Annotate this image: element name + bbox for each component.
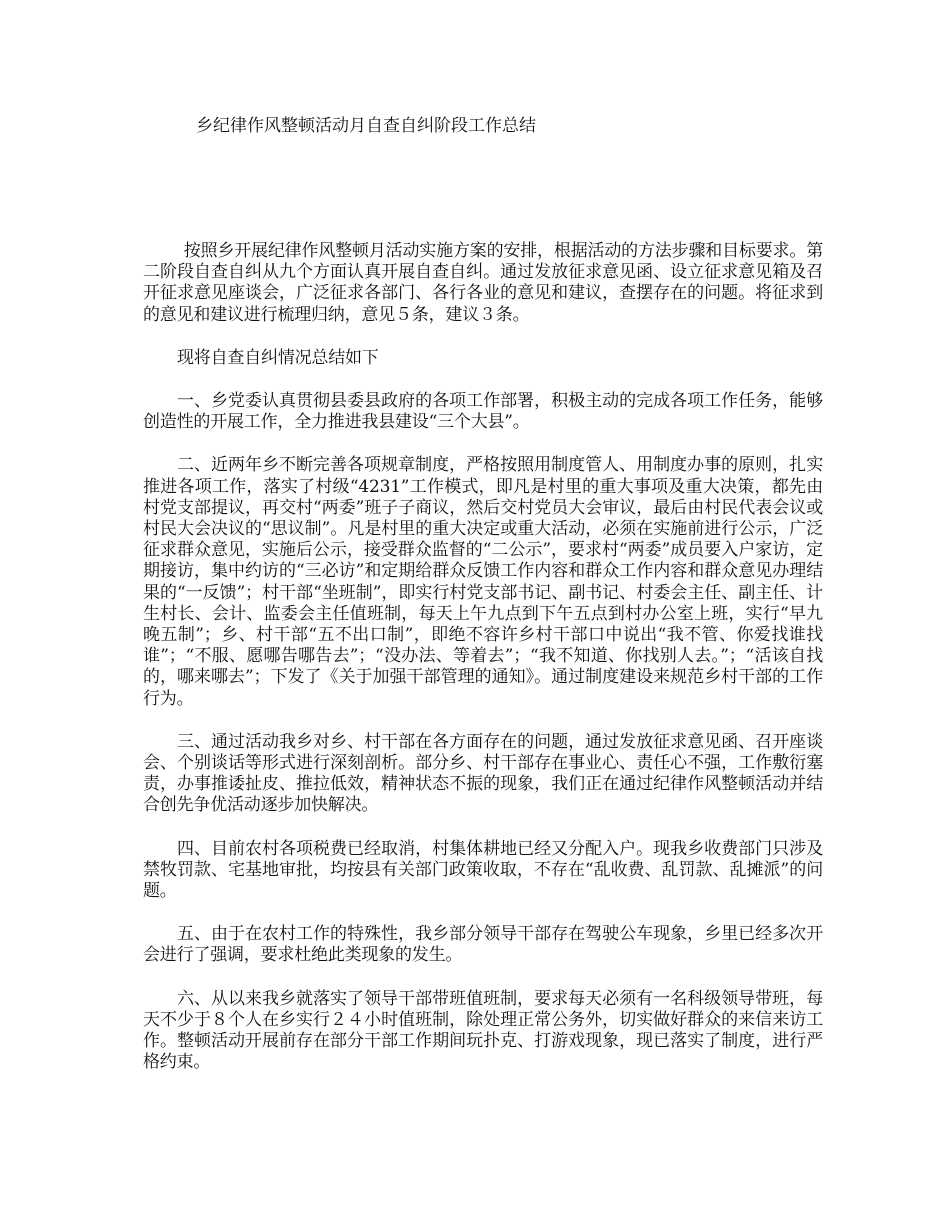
document-title: 乡纪律作风整顿活动月自查自纠阶段工作总结 bbox=[196, 116, 536, 136]
document-body bbox=[143, 241, 823, 1096]
paragraph-intro: 按照乡开展纪律作风整顿月活动实施方案的安排，根据活动的方法步骤和目标要求。第二阶段自查自纠从九个方面认真开展自查自纠。通过发放征求意见函、设立征求意见箱及召开征求意见座谈会，广泛征求各部门、各行各业的意见和建议，查摆存在的问题。将征求到的意见和建议进行梳理归纳，意见５条，建议３条。 bbox=[143, 241, 823, 325]
paragraph-item-2: 二、近两年乡不断完善各项规章制度，严格按照用制度管人、用制度办事的原则，扎实推进各项工作，落实了村级“4231”工作模式，即凡是村里的重大事项及重大决策，都先由村党支部提议，再交村“两委”班子子商议，然后交村党员大会审议，最后由村民代表会议或村民大会决议的“思议制”。凡是村里的重大决定或重大活动，必须在实施前进行公示，广泛征求群众意见，实施后公示，接受群众监督的“二公示”，要求村“两委”成员要入户家访，定期接访，集中约访的“三必访”和定期给群众反馈工作内容和群众工作内容和群众意见办理结果的“一反馈”；村干部“坐班制”，即实行村党支部书记、副书记、村委会主任、副主任、计生村长、会计、监委会主任值班制，每天上午九点到下午五点到村办公室上班，实行“早九晚五制”；乡、村干部“五不出口制”，即绝不容许乡村干部口中说出“我不管、你爱找谁找谁”；“不服、愿哪告哪告去”；“没办法、等着去”；“我不知道、你找别人去。”；“活该自找的，哪来哪去”；下发了《关于加强干部管理的通知》。通过制度建设来规范乡村干部的工作行为。 bbox=[143, 455, 823, 709]
paragraph-item-4: 四、目前农村各项税费已经取消，村集体耕地已经又分配入户。现我乡收费部门只涉及禁牧罚款、宅基地审批，均按县有关部门政策收取，不存在“乱收费、乱罚款、乱摊派”的问题。 bbox=[143, 838, 823, 902]
paragraph-item-5: 五、由于在农村工作的特殊性，我乡部分领导干部存在驾驶公车现象，乡里已经多次开会进行了强调，要求杜绝此类现象的发生。 bbox=[143, 924, 823, 966]
paragraph-item-1: 一、乡党委认真贯彻县委县政府的各项工作部署，积极主动的完成各项工作任务，能够创造性的开展工作，全力推进我县建设“三个大县”。 bbox=[143, 391, 823, 433]
paragraph-summary-heading: 现将自查自纠情况总结如下 bbox=[177, 347, 379, 368]
paragraph-item-6: 六、从以来我乡就落实了领导干部带班值班制，要求每天必须有一名科级领导带班，每天不少于８个人在乡实行２４小时值班制，除处理正常公务外，切实做好群众的来信来访工作。整顿活动开展前存在部分干部工作期间玩扑克、打游戏现象，现已落实了制度，进行严格约束。 bbox=[143, 988, 823, 1073]
paragraph-item-3: 三、通过活动我乡对乡、村干部在各方面存在的问题，通过发放征求意见函、召开座谈会、个别谈话等形式进行深刻剖析。部分乡、村干部存在事业心、责任心不强，工作敷衍塞责，办事推诿扯皮、推拉低效，精神状态不振的现象，我们正在通过纪律作风整顿活动并结合创先争优活动逐步加快解决。 bbox=[143, 731, 823, 816]
